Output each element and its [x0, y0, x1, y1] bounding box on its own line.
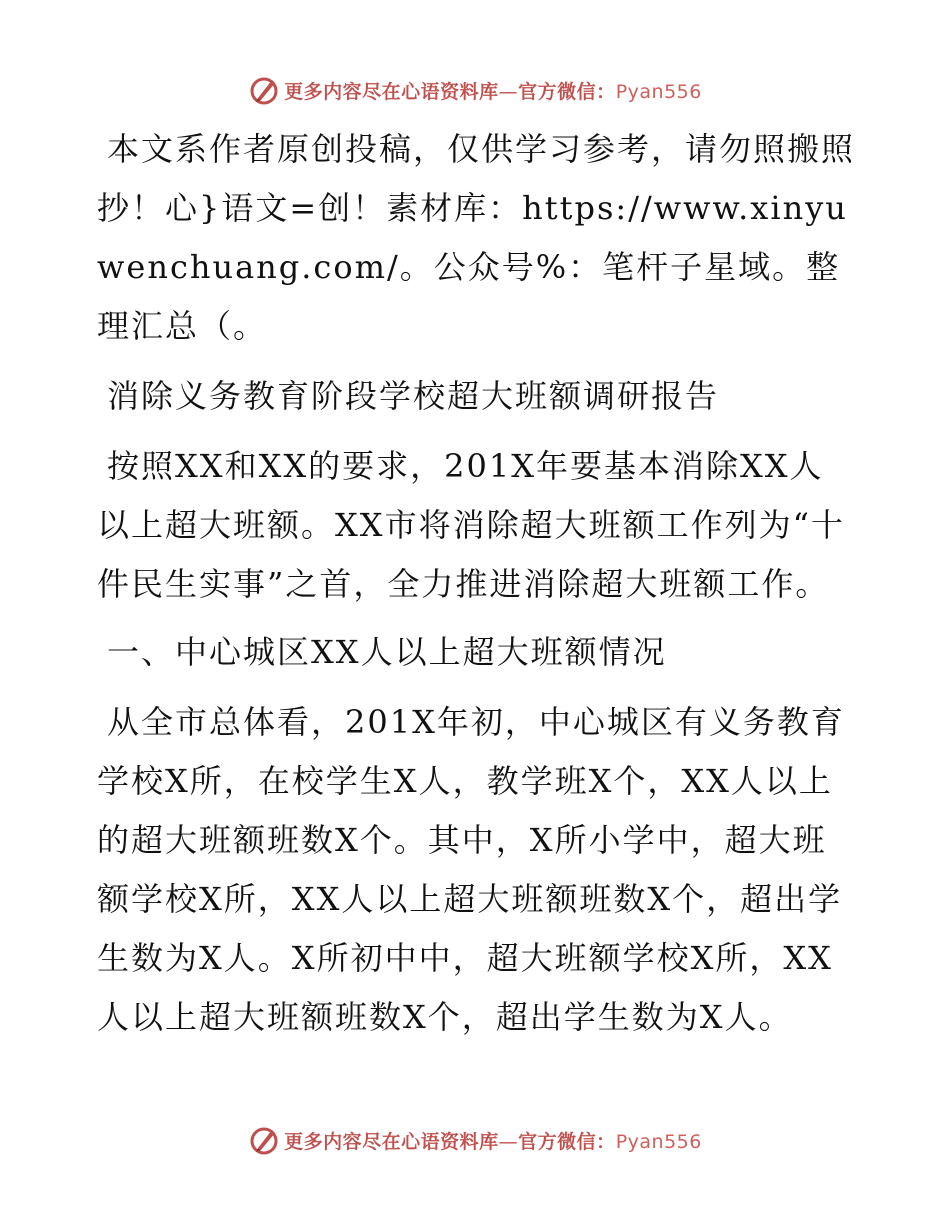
section-heading-1: 一、中心城区XX人以上超大班额情况 — [107, 633, 667, 671]
document-body — [97, 120, 857, 1047]
banner-text: 更多内容尽在心语资料库—官方微信：Pyan556 — [284, 80, 702, 103]
banner-text: 更多内容尽在心语资料库—官方微信：Pyan556 — [284, 1130, 702, 1153]
header-banner — [0, 70, 950, 110]
footer-banner — [0, 1120, 950, 1160]
intro-paragraph: 本文系作者原创投稿，仅供学习参考，请勿照搬照抄！心}语文=创！素材库：https://www.xinyuwenchuang.com/。公众号%：笔杆子星域。整理汇总（。 — [97, 130, 856, 345]
document-title: 消除义务教育阶段学校超大班额调研报告 — [107, 377, 720, 415]
quill-pen-logo-icon — [248, 74, 280, 106]
paragraph-1: 按照XX和XX的要求，201X年要基本消除XX人以上超大班额。XX市将消除超大班额工作列为“十件民生实事”之首，全力推进消除超大班额工作。 — [97, 447, 845, 603]
quill-pen-logo-icon — [248, 1124, 280, 1156]
paragraph-2: 从全市总体看，201X年初，中心城区有义务教育学校X所，在校学生X人，教学班X个，XX人以上的超大班额班数X个。其中，X所小学中，超大班额学校X所，XX人以上超大班额班数X个，超出学生数为X人。X所初中中，超大班额学校X所，XX人以上超大班额班数X个，超出学生数为X人。 — [97, 703, 845, 1036]
